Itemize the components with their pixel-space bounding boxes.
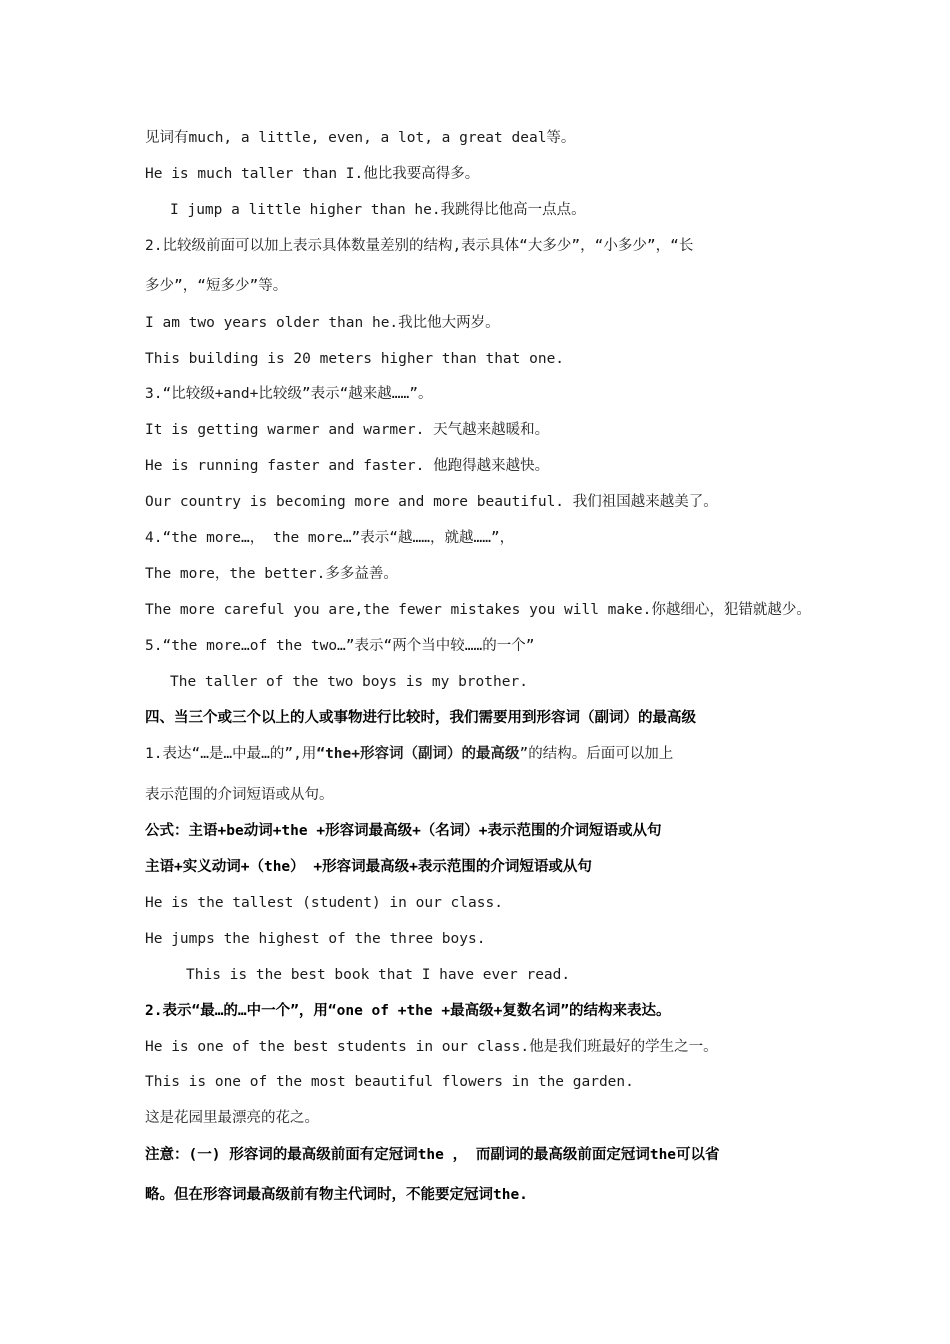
text-line: 5.“the more…of the two…”表示“两个当中较……的一个” [145, 638, 535, 654]
note-line: 注意：(一) 形容词的最高级前面有定冠词the ， 而副词的最高级前面定冠词the可以省 [145, 1147, 720, 1163]
text-segment-bold: “the+形容词（副词）的最高级 [316, 746, 520, 762]
text-line: The more careful you are,the fewer mistakes you will make.你越细心，犯错就越少。 [145, 602, 811, 618]
text-line: This is one of the most beautiful flowers in the garden. [145, 1074, 634, 1090]
text-line: This building is 20 meters higher than that one. [145, 351, 565, 367]
section-heading: 四、当三个或三个以上的人或事物进行比较时，我们需要用到形容词（副词）的最高级 [145, 710, 696, 726]
text-segment: 1.表达“…是…中最…的”,用 [145, 746, 317, 762]
text-segment: ”的结构。后面可以加上 [519, 746, 674, 762]
text-line: 这是花园里最漂亮的花之。 [145, 1110, 319, 1126]
text-line: He is much taller than I.他比我要高得多。 [145, 166, 480, 182]
text-line: He is running faster and faster. 他跑得越来越快。 [145, 458, 550, 474]
text-line: 见词有much, a little, even, a lot, a great deal等。 [145, 130, 576, 146]
text-line [145, 744, 673, 764]
text-line: It is getting warmer and warmer. 天气越来越暖和。 [145, 422, 550, 438]
text-line: 表示范围的介词短语或从句。 [145, 787, 334, 803]
text-line: 2.比较级前面可以加上表示具体数量差别的结构,表示具体“大多少”，“小多少”，“长 [145, 238, 694, 254]
text-line: He is the tallest (student) in our class. [145, 895, 503, 911]
text-line: 多少”，“短多少”等。 [145, 278, 288, 294]
text-line: I jump a little higher than he.我跳得比他高一点点。 [170, 202, 586, 218]
formula-line: 公式：主语+be动词+the +形容词最高级+（名词）+表示范围的介词短语或从句 [145, 823, 662, 839]
text-line: Our country is becoming more and more beautiful. 我们祖国越来越美了。 [145, 494, 718, 510]
text-line: The more，the better.多多益善。 [145, 566, 398, 582]
text-line: This is the best book that I have ever read. [186, 967, 571, 983]
rule-line: 2.表示“最…的…中一个”，用“one of +the +最高级+复数名词”的结构来表达。 [145, 1003, 671, 1019]
text-line: He is one of the best students in our class.他是我们班最好的学生之一。 [145, 1039, 718, 1055]
text-line: He jumps the highest of the three boys. [145, 931, 486, 947]
text-line: 4.“the more…， the more…”表示“越……，就越……”， [145, 530, 515, 546]
text-line: The taller of the two boys is my brother. [170, 674, 528, 690]
formula-line: 主语+实义动词+（the） +形容词最高级+表示范围的介词短语或从句 [145, 859, 592, 875]
text-line: 3.“比较级+and+比较级”表示“越来越……”。 [145, 386, 433, 402]
note-line: 略。但在形容词最高级前有物主代词时，不能要定冠词the. [145, 1187, 528, 1203]
text-line: I am two years older than he.我比他大两岁。 [145, 315, 500, 331]
